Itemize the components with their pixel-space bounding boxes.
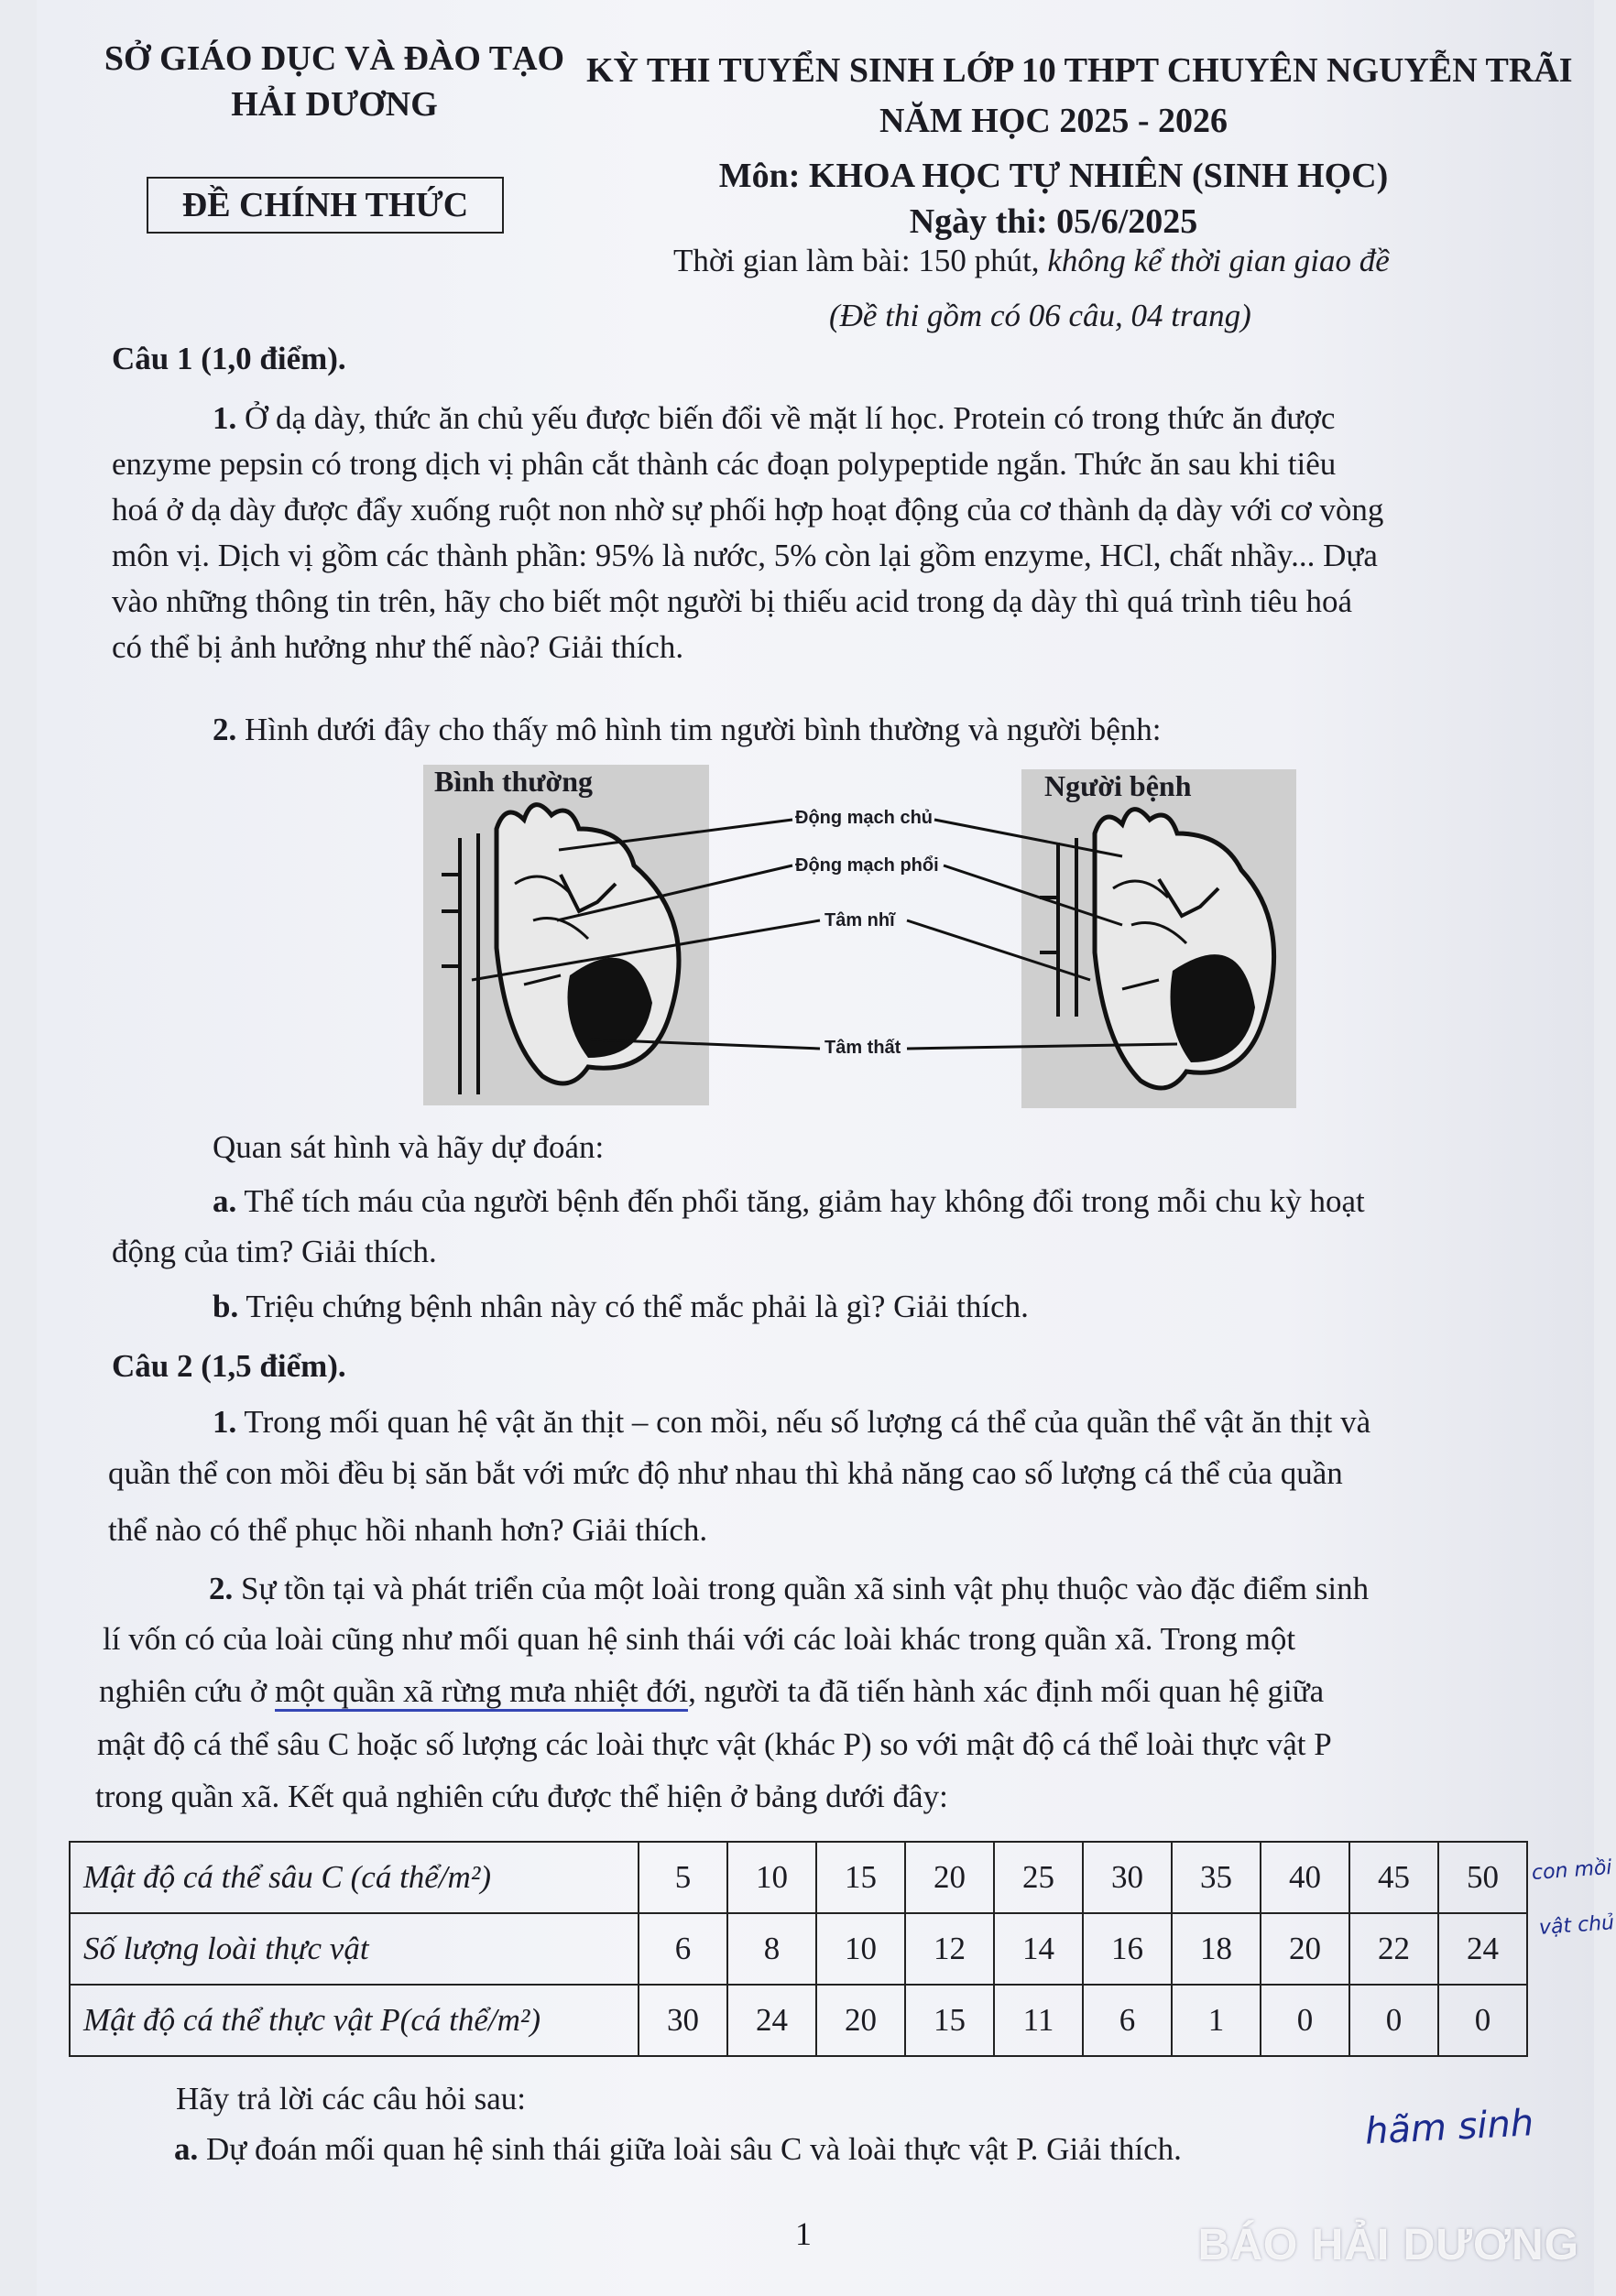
q1-part1-line2: enzyme pepsin có trong dịch vị phân cắt thành các đoạn polypeptide ngắn. Thức ăn sau khi tiêu: [112, 446, 1337, 482]
table-cell: 20: [1261, 1913, 1349, 1985]
q2-part1-line2: quần thể con mồi đều bị săn bắt với mức độ như nhau thì khả năng cao số lượng cá thể của quần: [108, 1455, 1343, 1491]
normal-heart-title: Bình thường: [434, 765, 593, 798]
q2-part2-number: 2.: [209, 1571, 234, 1606]
q2-part2-line1: [209, 1566, 1369, 1612]
exam-date: Ngày thi: 05/6/2025: [909, 202, 1198, 241]
page-number: 1: [795, 2215, 812, 2252]
table-cell: 30: [1083, 1842, 1172, 1913]
label-atrium: Tâm nhĩ: [824, 910, 895, 930]
table-cell: 24: [727, 1985, 816, 2056]
q2-part1-line3: thể nào có thể phục hồi nhanh hơn? Giải thích.: [108, 1512, 708, 1548]
study-data-table: [69, 1841, 1528, 2057]
newspaper-watermark: BÁO HẢI DƯƠNG: [1197, 2221, 1579, 2269]
q2-part2-line3: [99, 1669, 1324, 1714]
table-cell: 14: [994, 1913, 1083, 1985]
table-cell: 15: [905, 1985, 994, 2056]
q1-part1-line5: vào những thông tin trên, hãy cho biết một người bị thiếu acid trong dạ dày thì quá trình tiêu hoá: [112, 583, 1353, 619]
handwritten-answer: hãm sinh: [1363, 2102, 1535, 2153]
question-1-title: Câu 1 (1,0 điểm).: [112, 341, 346, 376]
study-data-table-body: [70, 1842, 1527, 2056]
table-cell: 18: [1172, 1913, 1261, 1985]
table-row: [70, 1913, 1527, 1985]
province-name: HẢI DƯƠNG: [231, 85, 438, 124]
table-cell: 50: [1438, 1842, 1527, 1913]
patient-heart-title: Người bệnh: [1044, 769, 1192, 802]
table-cell: 15: [816, 1842, 905, 1913]
q1-b-line: [213, 1284, 1029, 1330]
q2-part2-line4: mật độ cá thể sâu C hoặc số lượng các loài thực vật (khác P) so với mật độ cá thể loài thực vật P: [97, 1726, 1332, 1762]
q1-part1-line4: môn vị. Dịch vị gồm các thành phần: 95% là nước, 5% còn lại gồm enzyme, HCl, chất nhầy... Dựa: [112, 538, 1378, 573]
q2-part1-text: Trong mối quan hệ vật ăn thịt – con mồi, nếu số lượng cá thể của quần thể vật ăn thịt và: [244, 1404, 1371, 1440]
label-aorta: Động mạch chủ: [795, 808, 934, 828]
table-row: [70, 1842, 1527, 1913]
q2-a-text: Dự đoán mối quan hệ sinh thái giữa loài sâu C và loài thực vật P. Giải thích.: [206, 2131, 1182, 2167]
table-row: [70, 1985, 1527, 2056]
q2-a-label: a.: [174, 2131, 199, 2167]
q1-part1-text: Ở dạ dày, thức ăn chủ yếu được biến đổi về mặt lí học. Protein có trong thức ăn được: [245, 400, 1336, 436]
table-row-label: Mật độ cá thể sâu C (cá thể/m²): [70, 1842, 639, 1913]
table-cell: 10: [727, 1842, 816, 1913]
table-row-label: Số lượng loài thực vật: [70, 1913, 639, 1985]
table-cell: 25: [994, 1842, 1083, 1913]
q1-b-label: b.: [213, 1289, 239, 1324]
duration-note: không kể thời gian giao đề: [1047, 243, 1390, 278]
table-cell: 20: [816, 1985, 905, 2056]
q2-a-line: [174, 2127, 1182, 2172]
table-cell: 35: [1172, 1842, 1261, 1913]
exam-title: KỲ THI TUYỂN SINH LỚP 10 THPT CHUYÊN NGUYỄN TRÃI: [586, 51, 1573, 90]
department-name: SỞ GIÁO DỤC VÀ ĐÀO TẠO: [104, 39, 565, 78]
pages-note: (Đề thi gồm có 06 câu, 04 trang): [829, 298, 1251, 333]
table-cell: 24: [1438, 1913, 1527, 1985]
q2-part2-line5: trong quần xã. Kết quả nghiên cứu được thể hiện ở bảng dưới đây:: [95, 1779, 948, 1814]
table-cell: 5: [639, 1842, 727, 1913]
table-cell: 8: [727, 1913, 816, 1985]
table-cell: 6: [1083, 1985, 1172, 2056]
handwritten-note-prey: con mồi: [1531, 1855, 1613, 1886]
table-cell: 11: [994, 1985, 1083, 2056]
q1-part1-number: 1.: [213, 400, 237, 436]
q2-part2-text: Sự tồn tại và phát triển của một loài trong quần xã sinh vật phụ thuộc vào đặc điểm sinh: [241, 1571, 1370, 1606]
table-cell: 10: [816, 1913, 905, 1985]
table-cell: 22: [1349, 1913, 1438, 1985]
q1-a-label: a.: [213, 1183, 237, 1219]
table-cell: 30: [639, 1985, 727, 2056]
q2-part2-line2: lí vốn có của loài cũng như mối quan hệ sinh thái với các loài khác trong quần xã. Trong một: [103, 1621, 1296, 1657]
table-cell: 0: [1349, 1985, 1438, 2056]
table-cell: 0: [1261, 1985, 1349, 2056]
question-2-title: Câu 2 (1,5 điểm).: [112, 1348, 346, 1384]
table-cell: 1: [1172, 1985, 1261, 2056]
q1-observe-prompt: Quan sát hình và hãy dự đoán:: [213, 1129, 605, 1165]
q1-part1-line6: có thể bị ảnh hưởng như thế nào? Giải thích.: [112, 629, 684, 665]
table-cell: 6: [639, 1913, 727, 1985]
q1-part1-line3: hoá ở dạ dày được đẩy xuống ruột non nhờ sự phối hợp hoạt động của cơ thành dạ dày với cơ vòng: [112, 492, 1384, 528]
table-cell: 16: [1083, 1913, 1172, 1985]
table-row-label: Mật độ cá thể thực vật P(cá thể/m²): [70, 1985, 639, 2056]
handwritten-underline-phrase: một quần xã rừng mưa nhiệt đới: [275, 1673, 688, 1712]
label-pulmonary-artery: Động mạch phổi: [795, 855, 939, 876]
q2-part1-line1: [213, 1399, 1370, 1445]
table-cell: 20: [905, 1842, 994, 1913]
q2-answer-prompt: Hãy trả lời các câu hỏi sau:: [176, 2081, 526, 2116]
table-cell: 0: [1438, 1985, 1527, 2056]
table-cell: 40: [1261, 1842, 1349, 1913]
q1-a-line2: động của tim? Giải thích.: [112, 1234, 437, 1269]
table-cell: 12: [905, 1913, 994, 1985]
label-ventricle: Tâm thất: [824, 1038, 901, 1058]
subject: Môn: KHOA HỌC TỰ NHIÊN (SINH HỌC): [718, 157, 1389, 195]
q1-a-text: Thể tích máu của người bệnh đến phổi tăng, giảm hay không đổi trong mỗi chu kỳ hoạt: [244, 1183, 1365, 1219]
official-exam-box: ĐỀ CHÍNH THỨC: [147, 177, 504, 234]
q2-part1-number: 1.: [213, 1404, 237, 1440]
handwritten-note-host: vật chủ: [1538, 1911, 1615, 1940]
table-cell: 45: [1349, 1842, 1438, 1913]
q1-part2-text: Hình dưới đây cho thấy mô hình tim người bình thường và người bệnh:: [245, 712, 1162, 747]
q1-a-line1: [213, 1179, 1365, 1224]
q1-b-text: Triệu chứng bệnh nhân này có thể mắc phải là gì? Giải thích.: [246, 1289, 1029, 1324]
school-year: NĂM HỌC 2025 - 2026: [879, 102, 1228, 140]
duration-text: Thời gian làm bài: 150 phút,: [673, 243, 1040, 278]
q2-part2-line3-b: , người ta đã tiến hành xác định mối quan hệ giữa: [688, 1673, 1325, 1709]
q2-part2-line3-a: nghiên cứu ở: [99, 1673, 276, 1709]
q1-part2-number: 2.: [213, 712, 237, 747]
